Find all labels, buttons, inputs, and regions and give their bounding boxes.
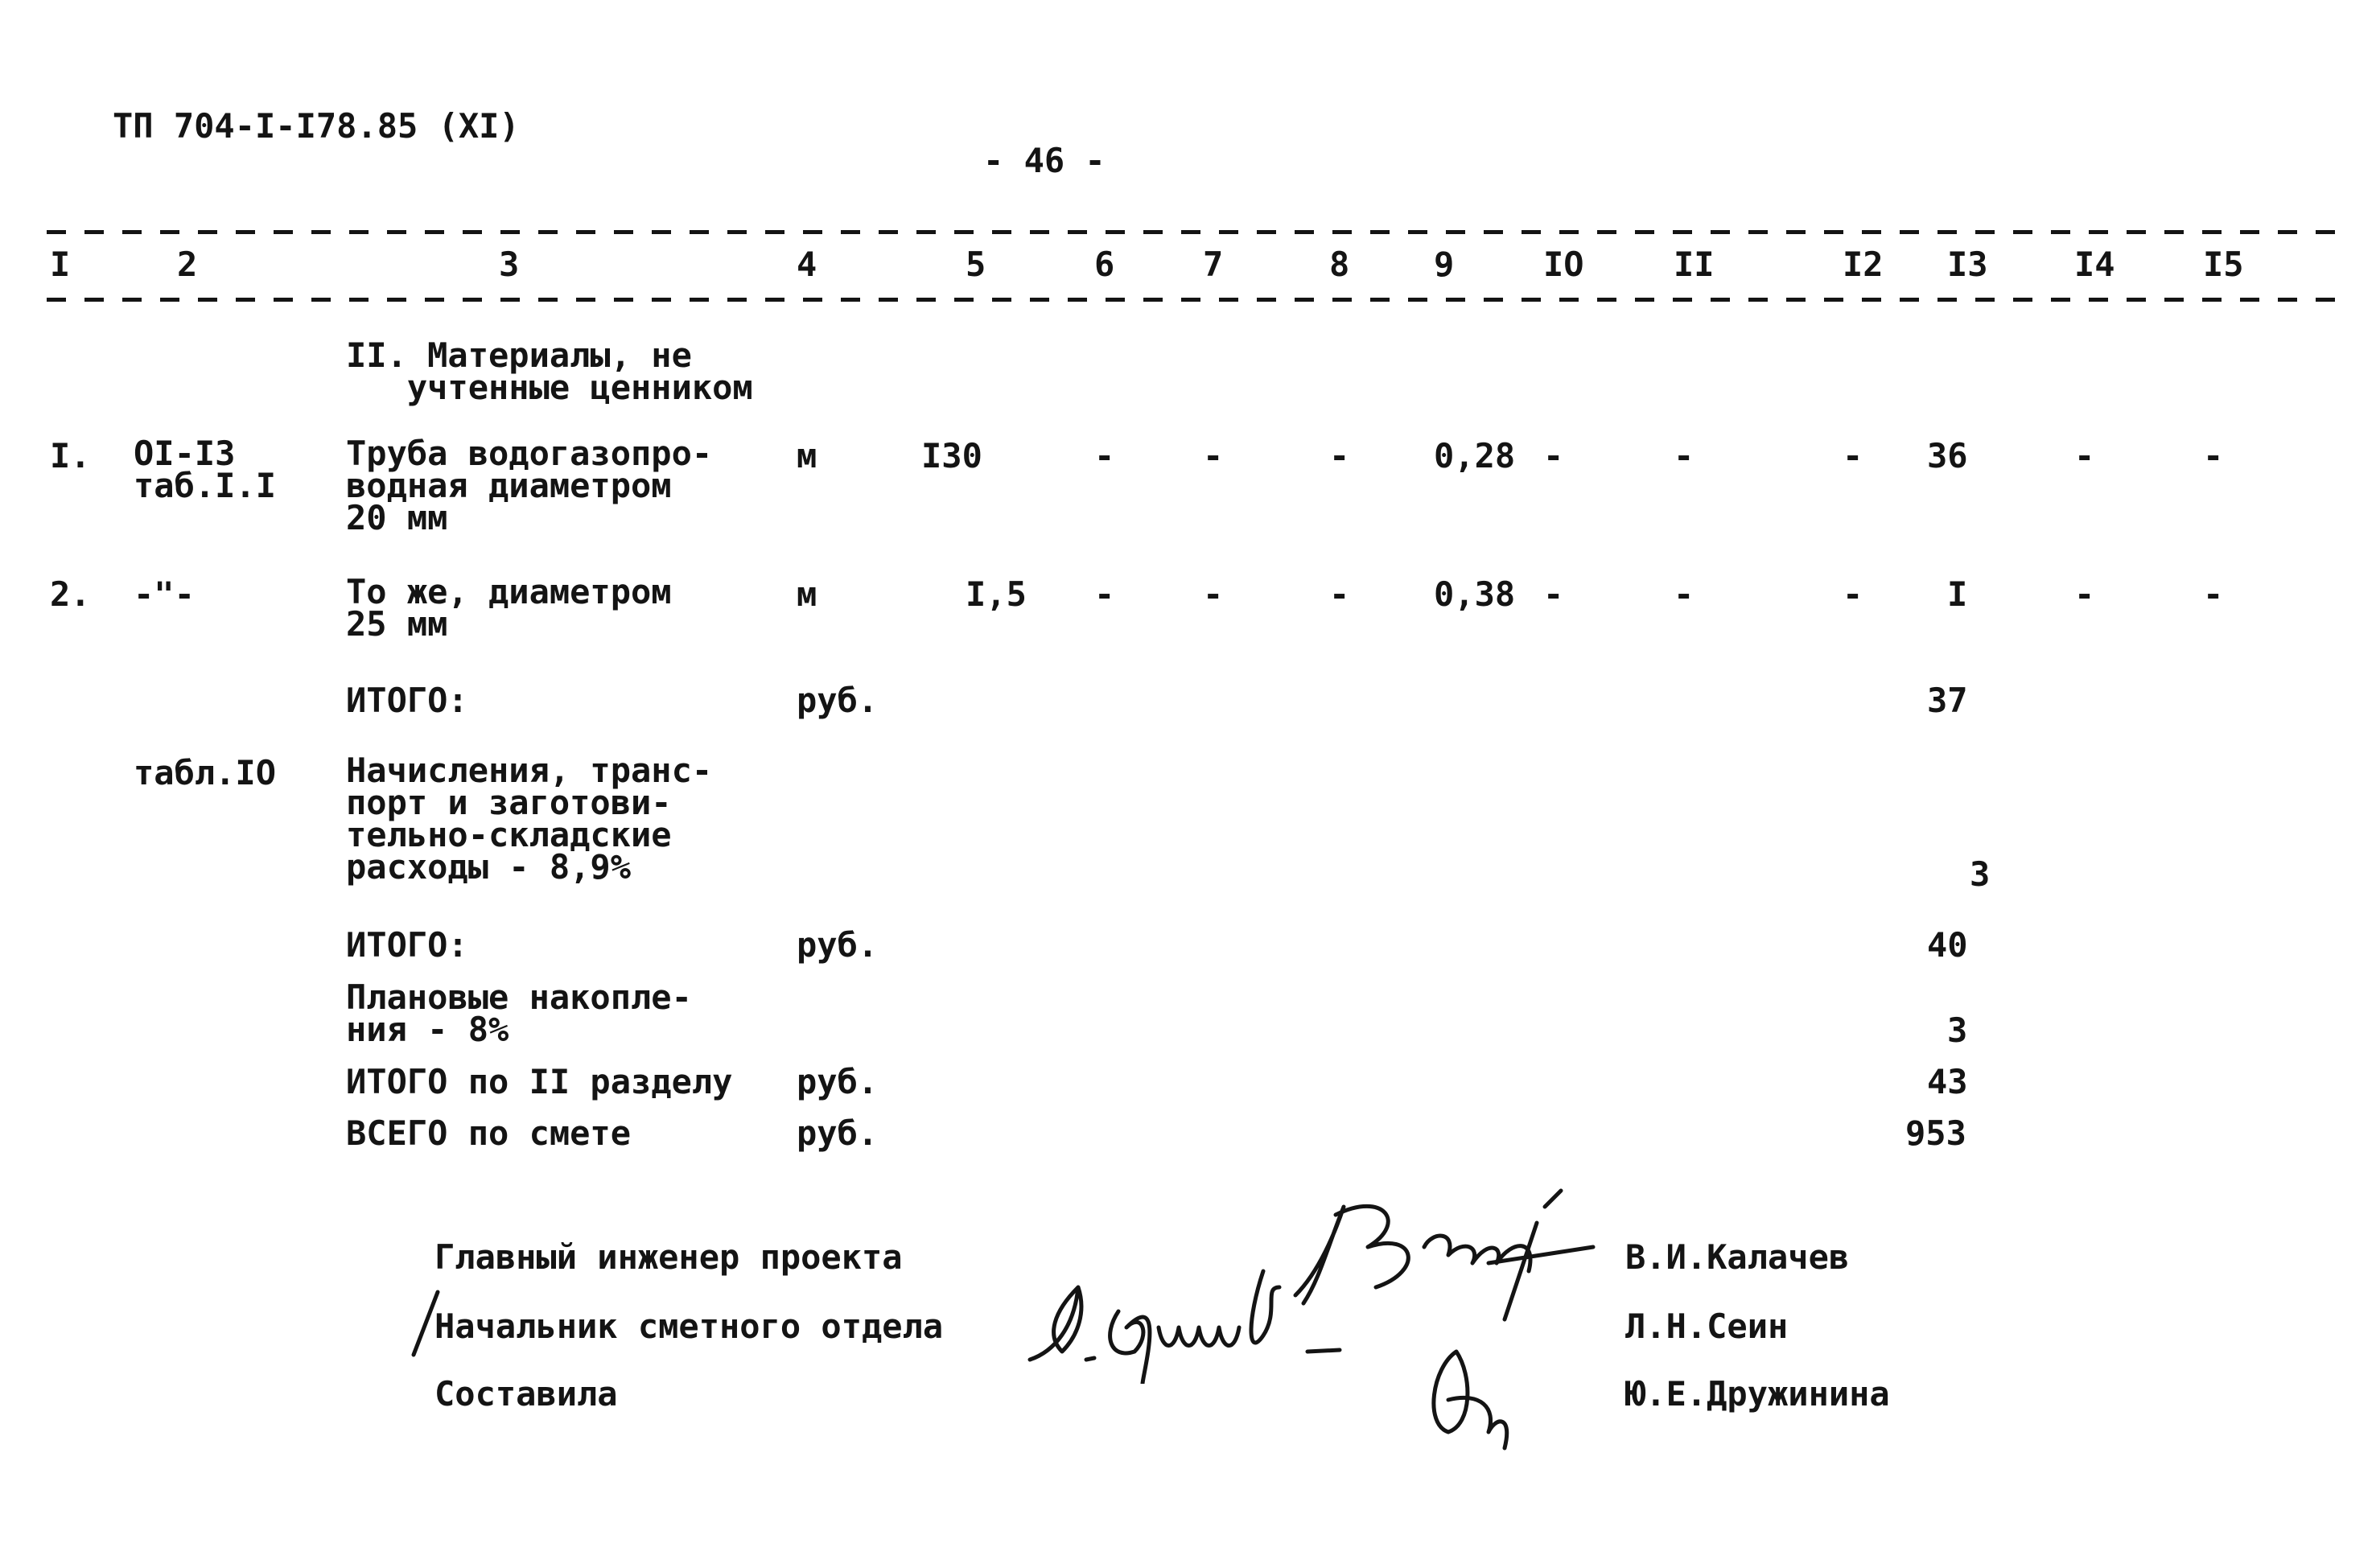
column-header: 6 xyxy=(1094,245,1115,284)
row-unit: м xyxy=(797,436,817,475)
column-header: 4 xyxy=(797,245,817,284)
row-total: I xyxy=(1947,574,1968,614)
savings-name: Плановые накопле- ния - 8% xyxy=(346,977,692,1049)
grand-total-value: 953 xyxy=(1905,1113,1966,1153)
subtotal-label: ИТОГО: xyxy=(346,681,468,720)
column-header: II xyxy=(1674,245,1715,284)
row-cell: - xyxy=(2074,574,2095,614)
row-price: 0,38 xyxy=(1434,574,1516,614)
row-unit: м xyxy=(797,574,817,614)
subtotal-label: ИТОГО: xyxy=(346,925,468,965)
subtotal-value: 37 xyxy=(1927,681,1968,720)
row-cell: - xyxy=(1674,436,1694,475)
column-header: I4 xyxy=(2074,245,2115,284)
subtotal-value: 40 xyxy=(1927,925,1968,965)
charges-value: 3 xyxy=(1970,854,1991,894)
header-bottom-rule xyxy=(47,298,2352,302)
row-cell: - xyxy=(1329,574,1350,614)
section-total-unit: руб. xyxy=(797,1062,879,1101)
compiler-title: Составила xyxy=(434,1374,618,1414)
row-cell: - xyxy=(1543,436,1564,475)
row-cell: - xyxy=(1329,436,1350,475)
chief-engineer-title: Главный инженер проекта xyxy=(434,1237,903,1277)
grand-total-unit: руб. xyxy=(797,1113,879,1153)
column-header: 2 xyxy=(177,245,198,284)
row-price: 0,28 xyxy=(1434,436,1516,475)
column-header: I2 xyxy=(1843,245,1884,284)
document-code: ТП 704-I-I78.85 (XI) xyxy=(113,106,520,146)
row-quantity: I,5 xyxy=(966,574,1027,614)
charges-name: Начисления, транс- порт и заготови- тельно-складские расходы - 8,9% xyxy=(346,751,713,887)
column-header: I5 xyxy=(2203,245,2244,284)
header-top-rule xyxy=(47,230,2352,234)
subtotal-unit: руб. xyxy=(797,681,879,720)
savings-value: 3 xyxy=(1947,1010,1968,1050)
row-code: OI-I3 таб.I.I xyxy=(134,434,277,505)
compiler-name: Ю.Е.Дружинина xyxy=(1625,1374,1890,1414)
subtotal-unit: руб. xyxy=(797,925,879,965)
row-cell: - xyxy=(2203,574,2224,614)
column-header: 8 xyxy=(1329,245,1350,284)
row-cell: - xyxy=(2203,436,2224,475)
row-cell: - xyxy=(1543,574,1564,614)
row-total: 36 xyxy=(1927,436,1968,475)
section-total-value: 43 xyxy=(1927,1062,1968,1101)
section-total-label: ИТОГО по II разделу xyxy=(346,1062,733,1101)
chief-engineer-name: В.И.Калачев xyxy=(1625,1237,1850,1277)
grand-total-label: ВСЕГО по смете xyxy=(346,1113,632,1153)
column-header: 3 xyxy=(499,245,520,284)
estimate-head-name: Л.Н.Сеин xyxy=(1625,1307,1789,1346)
row-cell: - xyxy=(1674,574,1694,614)
row-number: 2. xyxy=(50,574,91,614)
row-code: -"- xyxy=(134,574,195,614)
row-number: I. xyxy=(50,436,91,475)
column-header: 9 xyxy=(1434,245,1455,284)
column-header: IO xyxy=(1543,245,1584,284)
column-header: I3 xyxy=(1947,245,1988,284)
column-header: I xyxy=(50,245,71,284)
row-cell: - xyxy=(1203,436,1224,475)
charges-code: табл.IO xyxy=(134,753,277,792)
column-header: 5 xyxy=(966,245,986,284)
row-quantity: I30 xyxy=(921,436,982,475)
row-cell: - xyxy=(1843,574,1863,614)
row-cell: - xyxy=(1843,436,1863,475)
compiler-signature-image xyxy=(1408,1335,1553,1464)
row-cell: - xyxy=(1094,574,1115,614)
row-cell: - xyxy=(2074,436,2095,475)
row-cell: - xyxy=(1094,436,1115,475)
column-header: 7 xyxy=(1203,245,1224,284)
estimate-head-signature-image xyxy=(1022,1239,1376,1384)
page-number: - 46 - xyxy=(983,141,1106,180)
row-cell: - xyxy=(1203,574,1224,614)
row-name: Труба водогазопро- водная диаметром 20 мм xyxy=(346,434,713,537)
row-name: То же, диаметром 25 мм xyxy=(346,572,672,644)
estimate-head-title: Начальник сметного отдела xyxy=(434,1307,944,1346)
section-title: II. Материалы, не учтенные ценником xyxy=(346,335,753,407)
